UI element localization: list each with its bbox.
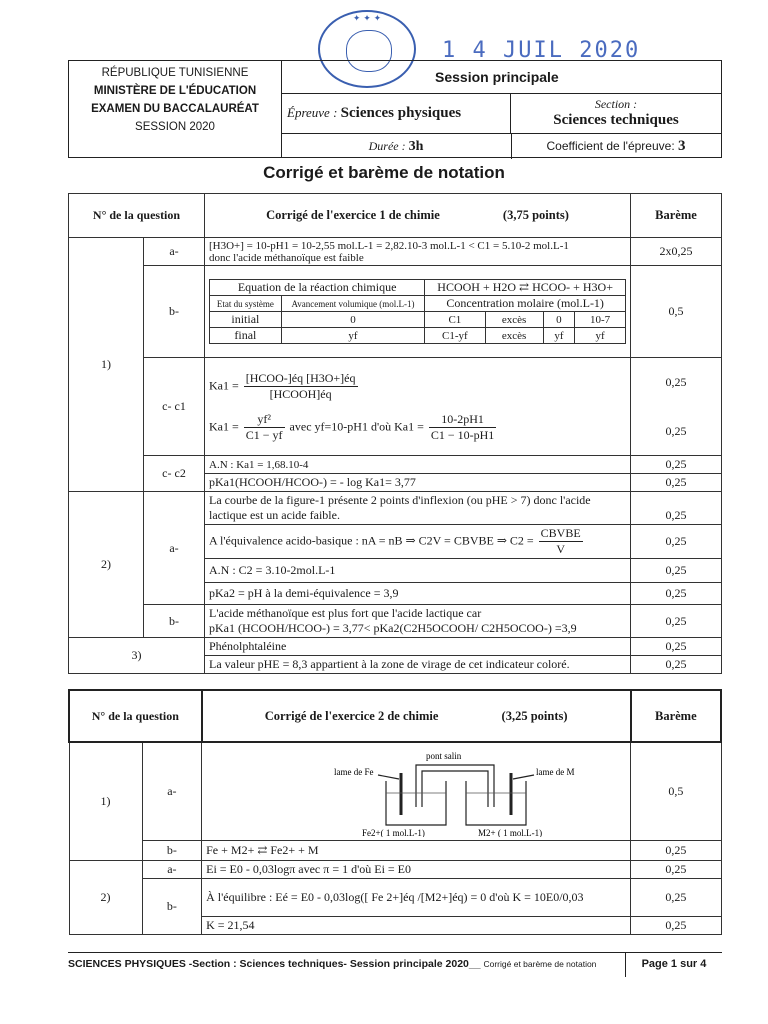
bareme-cell: 2x0,25: [631, 238, 722, 266]
col-question: N° de la question: [69, 690, 202, 742]
duree-value: 3h: [408, 139, 424, 154]
beaker-right: [466, 781, 526, 825]
answer-cell: [202, 742, 631, 840]
table-row: [69, 358, 722, 456]
header-section: [511, 93, 721, 133]
sub-question: c- c2: [144, 456, 205, 492]
ka-numerator: 10-2pH1: [429, 412, 496, 428]
question-number: 1): [69, 742, 142, 860]
label-m2-solution: M2+ ( 1 mol.L-1): [478, 828, 543, 838]
header-epreuve: [281, 93, 511, 133]
etat-label: Etat du système: [210, 296, 282, 312]
table-row: [69, 456, 722, 474]
page-footer: [68, 952, 722, 977]
ex2-points: (3,25 points): [501, 708, 568, 723]
sub-question: b-: [144, 605, 205, 638]
table-row: [69, 638, 722, 656]
label-lame-m: lame de M: [536, 767, 575, 778]
conc-cell: excès: [485, 312, 543, 328]
header-republic: RÉPUBLIQUE TUNISIENNE: [101, 67, 249, 79]
sub-question: b-: [142, 840, 202, 860]
coef-value: 3: [678, 138, 686, 154]
bareme-cell: 0,25: [631, 525, 722, 559]
question-number: 2): [69, 492, 144, 638]
exercise-1-table: [68, 193, 722, 674]
conc-cell: yf: [543, 328, 575, 344]
table-row: [69, 238, 722, 266]
question-number: 3): [69, 638, 205, 674]
answer-cell: À l'équilibre : Eé = E0 - 0,03log([ Fe 2+]éq /[M2+]éq) = 0 d'où K = 10E0/0,03: [202, 878, 631, 916]
state-final: final: [210, 328, 282, 344]
bareme-cell: 0,25: [631, 559, 722, 583]
header-session-year: SESSION 2020: [135, 121, 215, 133]
avancement-final: yf: [281, 328, 425, 344]
col-question: N° de la question: [69, 194, 205, 238]
section-label: Section :: [594, 97, 638, 111]
bareme-cell: 0,25: [631, 840, 721, 860]
bareme-cell: 0,5: [631, 742, 721, 840]
bareme-cell: 0,25: [631, 916, 721, 934]
answer-line: pKa1 (HCOOH/HCOO-) = 3,77< pKa2(C2H5OCOOH/ C2H5OCOO-) =3,9: [209, 621, 577, 635]
bareme-cell: 0,25: [631, 456, 722, 474]
ka-denominator: C1 − 10-pH1: [430, 427, 495, 442]
footer-page-number: Page 1 sur 4: [625, 953, 722, 977]
ka-denominator: C1 − yf: [245, 427, 283, 442]
bareme-cell: 0,25: [631, 878, 721, 916]
coef-label: Coefficient de l'épreuve:: [546, 139, 675, 153]
bareme-cell: 0,25: [631, 656, 722, 674]
bareme-value: 0,25: [665, 423, 687, 438]
reaction-table: [209, 279, 626, 344]
bareme-value: 0,25: [665, 374, 687, 389]
sub-question: a-: [144, 238, 205, 266]
header-duration-row: [281, 133, 721, 159]
question-number: 1): [69, 238, 144, 492]
header-duree: [281, 133, 512, 159]
label-lame-fe: lame de Fe: [334, 767, 374, 778]
table-row: [69, 878, 721, 916]
sub-question: b-: [144, 266, 205, 358]
sub-question: a-: [142, 860, 202, 878]
bareme-cell: [631, 358, 722, 456]
answer-cell: La courbe de la figure-1 présente 2 points d'inflexion (ou pHE > 7) donc l'acide lactique est un acide faible.: [205, 492, 631, 525]
bareme-cell: 0,5: [631, 266, 722, 358]
avancement-initial: 0: [281, 312, 425, 328]
answer-line: [H3O+] = 10-pH1 = 10-2,55 mol.L-1 = 2,82.10-3 mol.L-1 < C1 = 5.10-2 mol.L-1: [209, 239, 569, 252]
table-row: [69, 605, 722, 638]
page-title: Corrigé et barème de notation: [263, 163, 505, 182]
electrochemical-cell-diagram: [266, 745, 626, 837]
footer-left: [68, 958, 596, 970]
conc-cell: C1: [425, 312, 485, 328]
answer-cell: [205, 525, 631, 559]
sub-question: a-: [144, 492, 205, 605]
col-bareme: Barème: [631, 690, 721, 742]
ka-fraction: [244, 371, 358, 402]
answer-cell: [205, 238, 631, 266]
section-value: Sciences techniques: [553, 112, 679, 128]
table-row: [69, 860, 721, 878]
ka-fraction: [244, 412, 285, 443]
answer-cell: La valeur pHE = 8,3 appartient à la zone de virage de cet indicateur coloré.: [205, 656, 631, 674]
table-row: [69, 266, 722, 358]
header-ministry: MINISTÈRE DE L'ÉDUCATION: [93, 85, 257, 97]
answer-cell: [205, 266, 631, 358]
conc-cell: yf: [575, 328, 626, 344]
equivalence-text: A l'équivalence acido-basique : nA = nB ⇒ C2V = CBVBE ⇒ C2 =: [209, 533, 534, 548]
c2-denominator: V: [556, 542, 565, 556]
ex1-title: Corrigé de l'exercice 1 de chimie: [266, 208, 440, 222]
exercise-2-table: [68, 689, 722, 935]
ka-mid-text: avec yf=10-pH1 d'où Ka1 =: [289, 418, 424, 433]
bareme-cell: 0,25: [631, 492, 722, 525]
answer-cell: K = 21,54: [202, 916, 631, 934]
ka-expression: [209, 371, 626, 402]
conc-cell: C1-yf: [425, 328, 485, 344]
footer-subtext: Corrigé et barème de notation: [483, 959, 597, 969]
header-epreuve-row: [281, 93, 721, 134]
sub-question: c- c1: [144, 358, 205, 456]
answer-cell: [205, 358, 631, 456]
answer-line: L'acide méthanoïque est plus fort que l'acide lactique car: [209, 606, 482, 620]
header-exam: EXAMEN DU BACCALAURÉAT: [91, 103, 259, 115]
ex2-title: Corrigé de l'exercice 2 de chimie: [264, 708, 439, 723]
answer-cell: pKa1(HCOOH/HCOO-) = - log Ka1= 3,77: [205, 474, 631, 492]
ka-expression-2: [209, 412, 626, 443]
bareme-cell: 0,25: [631, 474, 722, 492]
col-correction: [202, 690, 631, 742]
bareme-cell: 0,25: [631, 583, 722, 605]
question-number: 2): [69, 860, 142, 934]
ka-numerator: yf²: [244, 412, 285, 428]
epreuve-value: Sciences physiques: [340, 105, 462, 121]
ex1-points: (3,75 points): [502, 208, 569, 222]
exam-header: [68, 60, 722, 158]
answer-cell: A.N : Ka1 = 1,68.10-4: [205, 456, 631, 474]
reaction-eq-label: Equation de la réaction chimique: [210, 280, 425, 296]
c2-numerator: CBVBE: [540, 526, 581, 540]
table-row: [69, 840, 721, 860]
answer-cell: [205, 605, 631, 638]
stamp-date: 1 4 JUIL 2020: [442, 38, 641, 63]
bareme-cell: 0,25: [631, 605, 722, 638]
label-pont-salin: pont salin: [426, 751, 462, 762]
answer-cell: Ei = E0 - 0,03logπ avec π = 1 d'où Ei = E0: [202, 860, 631, 878]
state-initial: initial: [210, 312, 282, 328]
table-row: [69, 492, 722, 525]
c2-fraction: [539, 526, 583, 557]
duree-label: Durée :: [368, 139, 406, 153]
header-session: Session principale: [281, 61, 721, 94]
epreuve-label: Épreuve :: [287, 105, 338, 120]
ka-denominator: [HCOOH]éq: [269, 386, 332, 401]
ka-label: Ka1 =: [209, 377, 239, 392]
ka-label: Ka1 =: [209, 418, 239, 433]
header-coefficient: [511, 133, 721, 159]
bareme-cell: 0,25: [631, 860, 721, 878]
reaction-equation: HCOOH + H2O ⇄ HCOO- + H3O+: [425, 280, 626, 296]
bareme-cell: 0,25: [631, 638, 722, 656]
ka-fraction: [429, 412, 496, 443]
label-fe2-solution: Fe2+( 1 mol.L-1): [362, 828, 425, 838]
col-correction: [205, 194, 631, 238]
answer-cell: Phénolphtaléine: [205, 638, 631, 656]
concentration-label: Concentration molaire (mol.L-1): [425, 296, 626, 312]
table-header-row: [69, 194, 722, 238]
header-institution: [69, 61, 282, 157]
answer-line: donc l'acide méthanoïque est faible: [209, 251, 364, 264]
sub-question: a-: [142, 742, 202, 840]
table-row: [69, 742, 721, 840]
answer-cell: Fe + M2+ ⇄ Fe2+ + M: [202, 840, 631, 860]
conc-cell: 0: [543, 312, 575, 328]
answer-cell: pKa2 = pH à la demi-équivalence = 3,9: [205, 583, 631, 605]
sub-question: b-: [142, 878, 202, 934]
table-header-row: [69, 690, 721, 742]
ka-numerator: [HCOO-]éq [H3O+]éq: [245, 370, 356, 385]
pointer-m: [513, 775, 534, 779]
avancement-label: Avancement volumique (mol.L-1): [281, 296, 425, 312]
conc-cell: 10-7: [575, 312, 626, 328]
salt-bridge-inner: [422, 771, 488, 807]
answer-cell: A.N : C2 = 3.10-2mol.L-1: [205, 559, 631, 583]
conc-cell: excès: [485, 328, 543, 344]
stamp-seal-text: ✦ ✦ ✦: [352, 14, 382, 24]
pointer-fe: [378, 775, 399, 779]
footer-text: SCIENCES PHYSIQUES -Section : Sciences techniques- Session principale 2020__: [68, 958, 481, 970]
col-bareme: Barème: [631, 194, 722, 238]
